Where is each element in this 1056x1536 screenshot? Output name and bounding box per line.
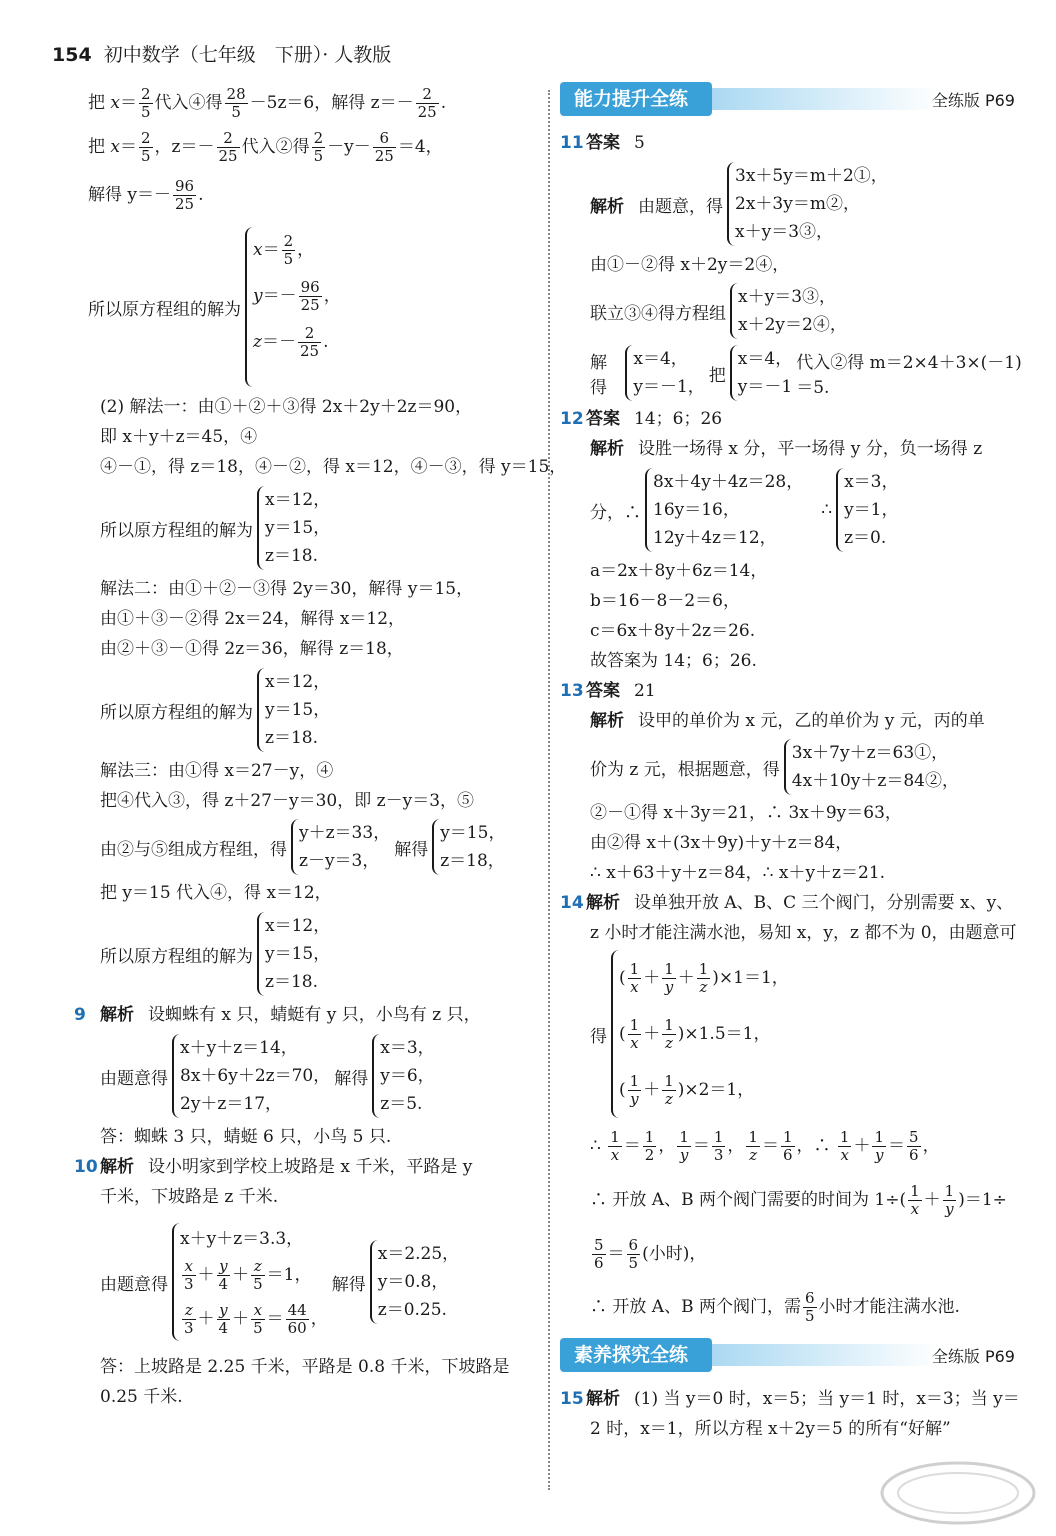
page-header xyxy=(52,40,391,67)
q10-answer-2: 0.25 千米. xyxy=(100,1387,183,1407)
q9-heading: 9 解析 设蜘蛛有 x 只，蜻蜓有 y 只，小鸟有 z 只， xyxy=(74,1005,481,1025)
q12-answer: 12 答案 14；6；26 xyxy=(560,409,723,429)
q15-heading: 15 解析 (1) 当 y＝0 时，x＝5；当 y＝1 时，x＝3；当 y＝ xyxy=(560,1389,1020,1409)
q14-line4: ∴ 开放 A、B 两个阀门需要的时间为 1÷( $\frac{1}{x}$ ＋ $\frac{1}{y}$ )＝1÷ xyxy=(590,1182,1007,1218)
method2-line2: 由①＋③－②得 2x＝24，解得 x＝12， xyxy=(100,609,406,629)
watermark-logo xyxy=(878,1458,1038,1528)
section-ability-banner xyxy=(560,82,1035,118)
q13-line4: 由②得 x＋(3x＋9y)＋y＋z＝84， xyxy=(590,833,853,853)
q13-line5: ∴ x＋63＋y＋z＝84，∴ x＋y＋z＝21. xyxy=(590,863,886,883)
q9-system: 由题意得 x＋y＋z＝14， 8x＋6y＋2z＝70， 2y＋z＝17， 解得 x＝3， y＝6， z＝5. xyxy=(88,1030,543,1122)
method3-line2: 把④代入③，得 z＋27－y＝30，即 z－y＝3，⑤ xyxy=(100,791,475,811)
section-page-ref-2: 全练版 P69 xyxy=(931,1347,1015,1366)
section-inquiry-banner xyxy=(560,1338,1035,1374)
q14-heading: 14 解析 设单独开放 A、B、C 三个阀门，分别需要 x、y、 xyxy=(560,893,1014,913)
q12-c: c＝6x＋8y＋2z＝26. xyxy=(590,621,756,641)
q14-line3: ∴ $\frac{1}{x}$ ＝ $\frac{1}{2}$ ， $\frac{1}{y}$ ＝ $\frac{1}{3}$ ， $\frac{1}{z}$ ＝ $\frac{1}{6}$ ，∴ $\frac{1}{x}$ ＋ $\frac{1}{y}$ ＝ $\frac{5}{6}$ ， xyxy=(590,1128,940,1164)
q10-heading: 10 解析 设小明家到学校上坡路是 x 千米，平路是 y xyxy=(74,1157,473,1177)
book-title: 初中数学（七年级 下册）· 人教版 xyxy=(103,44,392,66)
q14-system: 得 ( $\frac{1}{x}$ ＋ $\frac{1}{y}$ ＋ $\frac{1}{z}$ )×1＝1， ( $\frac{1}{x}$ ＋ $\frac{1}{z}$ )×1.5＝1， ( $\frac{1}{y}$ ＋ $\frac{1}{z}$ )×2＝1， xyxy=(560,948,1035,1120)
section-page-ref: 全练版 P69 xyxy=(931,91,1015,110)
method2-line3: 由②＋③－①得 2z＝36，解得 z＝18， xyxy=(100,639,404,659)
q9-answer: 答：蜘蛛 3 只，蜻蜓 6 只，小鸟 5 只. xyxy=(100,1127,392,1147)
solution-system-3: 所以原方程组的解为 x＝12， y＝15， z＝18. xyxy=(88,664,543,756)
line-substitute-x: 把 x＝ $\frac{2}{5}$ 代入④得 $\frac{28}{5}$ －5z＝6，解得 z＝－ $\frac{2}{25}$ . xyxy=(88,85,447,121)
q11-system: 解析 由题意，得 3x＋5y＝m＋2①， 2x＋3y＝m②， x＋y＝3③， xyxy=(560,158,1035,250)
q10-line2: 千米，下坡路是 z 千米. xyxy=(100,1187,279,1207)
q11-line2: 由①－②得 x＋2y＝2④， xyxy=(590,255,790,275)
q10-system: 由题意得 x＋y＋z＝3.3， $\frac{x}{3}$ ＋ $\frac{y}{4}$ ＋ $\frac{z}{5}$ ＝1， $\frac{z}{3}$ ＋ $\frac{y}{4}$ ＋ $\frac{x}{5}$ ＝ $\frac{44}{60}$ ， 解得 x＝2.25， y＝0.8， z＝0.25. xyxy=(88,1212,543,1352)
q14-conclusion: ∴ 开放 A、B 两个阀门，需 $\frac{6}{5}$ 小时才能注满水池. xyxy=(590,1289,960,1325)
q13-answer: 13 答案 21 xyxy=(560,681,656,701)
q12-line1: 解析 设胜一场得 x 分，平一场得 y 分，负一场得 z xyxy=(590,439,983,459)
q13-system: 价为 z 元，根据题意，得 3x＋7y＋z＝63①， 4x＋10y＋z＝84②， xyxy=(560,736,1035,798)
q12-system: 分，∴ 8x＋4y＋4z＝28， 16y＝16， 12y＋4z＝12， ∴ x＝3， y＝1， z＝0. xyxy=(560,464,1035,556)
solution-system-2: 所以原方程组的解为 x＝12， y＝15， z＝18. xyxy=(88,482,543,574)
q14-line2: z 小时才能注满水池，易知 x，y，z 都不为 0，由题意可 xyxy=(590,923,1017,943)
page-number: 154 xyxy=(52,44,92,66)
q13-line3: ②－①得 x＋3y＝21，∴ 3x＋9y＝63， xyxy=(590,803,902,823)
solution-system-4: 所以原方程组的解为 x＝12， y＝15， z＝18. xyxy=(88,908,543,1000)
q12-a: a＝2x＋8y＋6z＝14， xyxy=(590,561,768,581)
left-column xyxy=(74,80,567,1412)
q12-b: b＝16－8－2＝6， xyxy=(590,591,740,611)
method1-line2: 即 x＋y＋z＝45，④ xyxy=(100,427,258,447)
solution-system-1: 所以原方程组的解为 x＝ $\frac{2}{5}$ ， y＝－ $\frac{96}{25}$ ， z＝－ $\frac{2}{25}$ . xyxy=(88,222,543,392)
q10-answer-1: 答：上坡路是 2.25 千米，平路是 0.8 千米，下坡路是 xyxy=(100,1357,510,1377)
method3-line4: 把 y＝15 代入④，得 x＝12， xyxy=(100,883,332,903)
q11-system2: 联立③④得方程组 x＋y＝3③， x＋2y＝2④， xyxy=(560,280,1035,342)
right-column xyxy=(560,80,1035,1444)
method3-system: 由②与⑤组成方程组，得 y＋z＝33， z－y＝3， 解得 y＝15， z＝18， xyxy=(88,816,543,878)
section-title: 能力提升全练 xyxy=(560,82,712,116)
column-divider xyxy=(548,90,550,1490)
method2-line1: 解法二：由①＋②－③得 2y＝30，解得 y＝15， xyxy=(100,579,474,599)
method3-line1: 解法三：由①得 x＝27－y，④ xyxy=(100,761,334,781)
line-substitute-xz: 把 x＝ $\frac{2}{5}$ ，z＝－ $\frac{2}{25}$ 代入②得 $\frac{2}{5}$ －y－ $\frac{6}{25}$ ＝4， xyxy=(88,129,443,165)
method1-line1: (2) 解法一：由①＋②＋③得 2x＋2y＋2z＝90， xyxy=(100,397,473,417)
method1-line3: ④－①，得 z＝18，④－②，得 x＝12，④－③，得 y＝15， xyxy=(100,457,567,477)
q11-answer: 11 答案 5 xyxy=(560,133,645,153)
q11-final: 解得 x＝4， y＝－1， 把 x＝4， y＝－1 代入②得 m＝2×4＋3×(－1)＝5. xyxy=(560,342,1035,404)
q13-line1: 解析 设甲的单价为 x 元，乙的单价为 y 元，丙的单 xyxy=(590,711,985,731)
q15-line2: 2 时，x＝1，所以方程 x＋2y＝5 的所有“好解” xyxy=(590,1419,951,1439)
q12-conclusion: 故答案为 14；6；26. xyxy=(590,651,757,671)
line-solve-y: 解得 y＝－ $\frac{96}{25}$ . xyxy=(88,177,204,213)
q14-line5: $\frac{5}{6}$ ＝ $\frac{6}{5}$ (小时)， xyxy=(594,1236,707,1272)
section-title-2: 素养探究全练 xyxy=(560,1338,712,1372)
